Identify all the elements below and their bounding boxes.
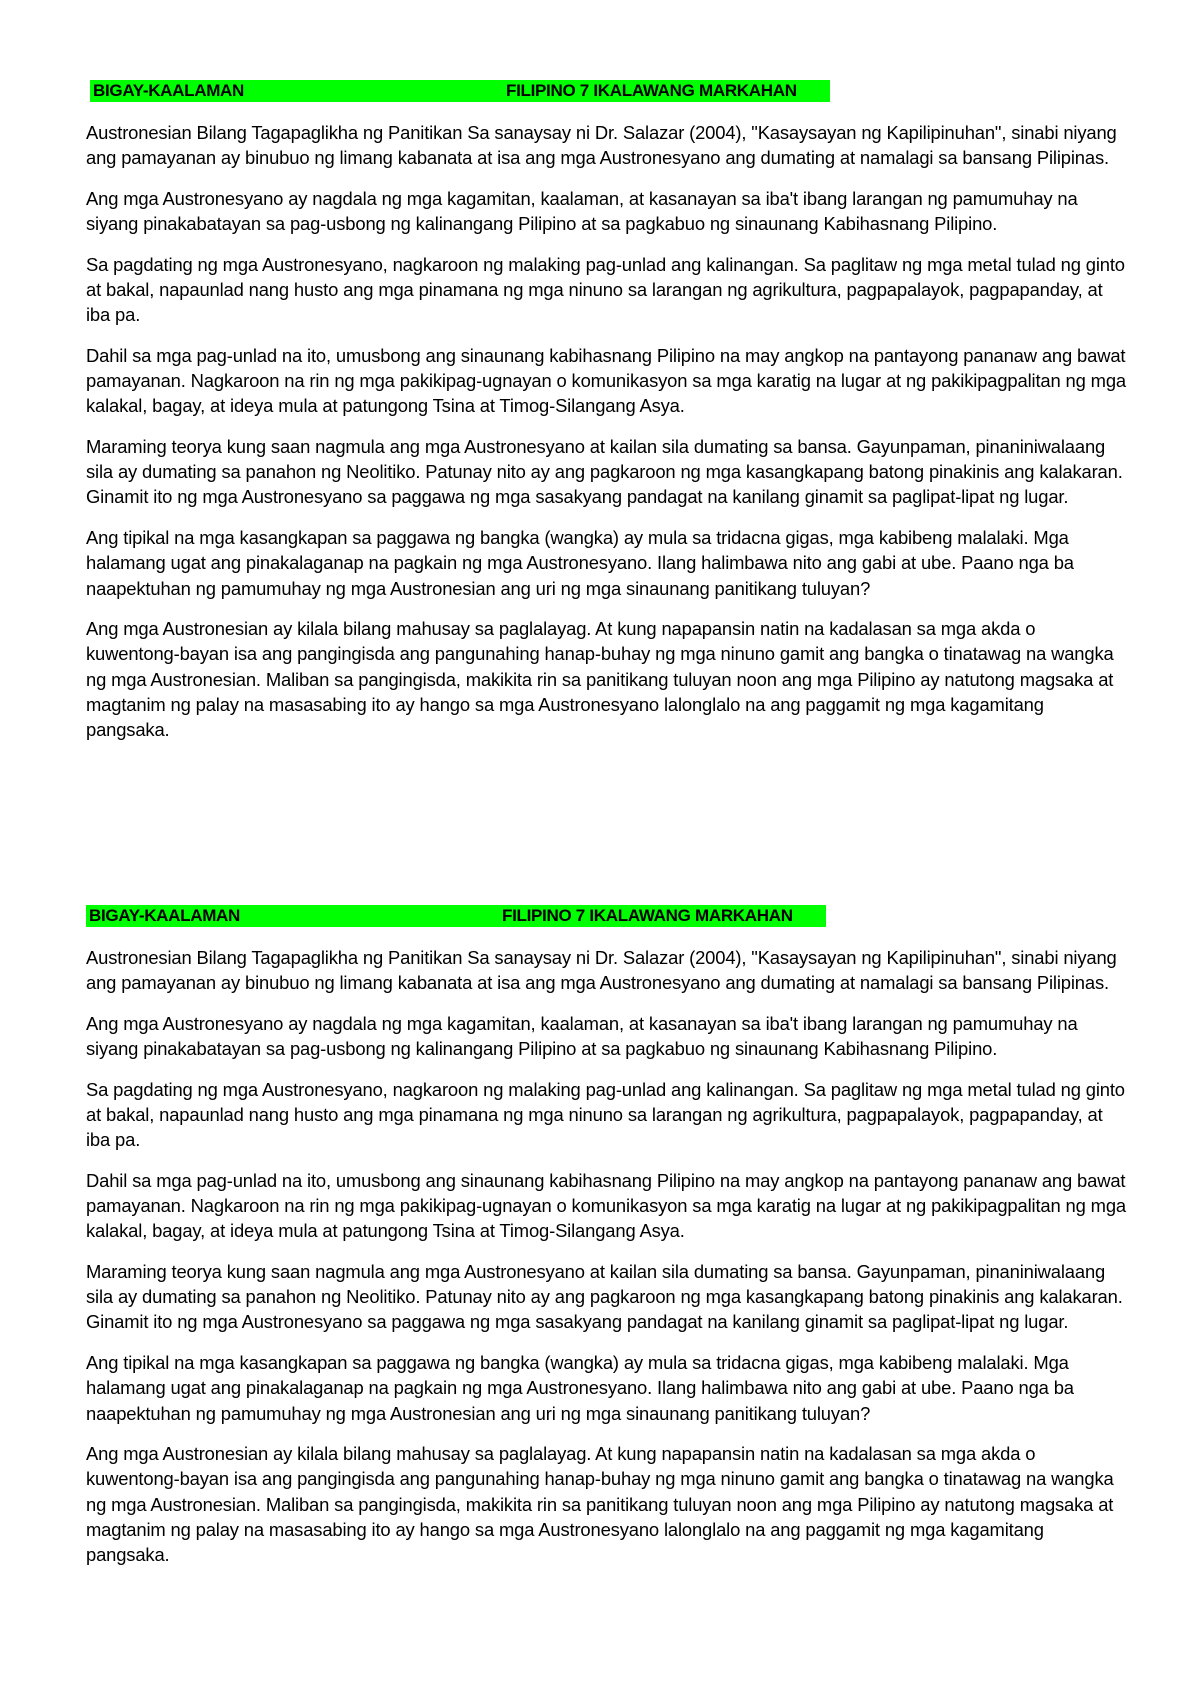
header-left-label: BIGAY-KAALAMAN <box>93 81 245 100</box>
header-banner <box>90 80 830 102</box>
paragraph: Dahil sa mga pag-unlad na ito, umusbong ang sinaunang kabihasnang Pilipino na may angkop na pantayong pananaw ang bawat pamayanan. Nagkaroon na rin ng mga pakikipag-ugnayan o komunikasyon sa mga karatig na lugar at ng pakikipagpalitan ng mga kalakal, bagay, at ideya mula at patungong Tsina at Timog-Silangang Asya. <box>86 1169 1126 1242</box>
header-left-label: BIGAY-KAALAMAN <box>89 906 241 925</box>
paragraph: Austronesian Bilang Tagapaglikha ng Panitikan Sa sanaysay ni Dr. Salazar (2004), "Kasaysayan ng Kapilipinuhan", sinabi niyang ang pamayanan ay binubuo ng limang kabanata at isa ang mga Austronesyano ang dumating at namalagi sa bansang Pilipinas. <box>86 122 1117 169</box>
paragraph: Sa pagdating ng mga Austronesyano, nagkaroon ng malaking pag-unlad ang kalinangan. Sa paglitaw ng mga metal tulad ng ginto at bakal, napaunlad nang husto ang mga pinamana ng mga ninuno sa larangan ng agrikultura, pagpapalayok, pagpapanday, at iba pa. <box>86 253 1125 326</box>
paragraph: Sa pagdating ng mga Austronesyano, nagkaroon ng malaking pag-unlad ang kalinangan. Sa paglitaw ng mga metal tulad ng ginto at bakal, napaunlad nang husto ang mga pinamana ng mga ninuno sa larangan ng agrikultura, pagpapalayok, pagpapanday, at iba pa. <box>86 1078 1125 1151</box>
paragraph: Ang tipikal na mga kasangkapan sa paggawa ng bangka (wangka) ay mula sa tridacna gigas, mga kabibeng malalaki. Mga halamang ugat ang pinakalaganap na pagkain ng mga Austronesyano. Ilang halimbawa nito ang gabi at ube. Paano nga ba naapektuhan ng pamumuhay ng mga Austronesian ang uri ng mga sinaunang panitikang tuluyan? <box>86 527 1074 599</box>
paragraph: Austronesian Bilang Tagapaglikha ng Panitikan Sa sanaysay ni Dr. Salazar (2004), "Kasaysayan ng Kapilipinuhan", sinabi niyang ang pamayanan ay binubuo ng limang kabanata at isa ang mga Austronesyano ang dumating at namalagi sa bansang Pilipinas. <box>86 947 1117 994</box>
paragraph: Ang tipikal na mga kasangkapan sa paggawa ng bangka (wangka) ay mula sa tridacna gigas, mga kabibeng malalaki. Mga halamang ugat ang pinakalaganap na pagkain ng mga Austronesyano. Ilang halimbawa nito ang gabi at ube. Paano nga ba naapektuhan ng pamumuhay ng mga Austronesian ang uri ng mga sinaunang panitikang tuluyan? <box>86 1352 1074 1424</box>
handout-section-1 <box>86 80 1128 742</box>
paragraph: Ang mga Austronesian ay kilala bilang mahusay sa paglalayag. At kung napapansin natin na kadalasan sa mga akda o kuwentong-bayan isa ang pangingisda ang pangunahing hanap-buhay ng mga ninuno gamit ang bangka o tinatawag na wangka ng mga Austronesian. Maliban sa pangingisda, makikita rin sa panitikang tuluyan noon ang mga Pilipino ay natutong magsaka at magtanim ng palay na masasabing ito ay hango sa mga Austronesyano lalonglalo na ang paggamit ng mga kagamitang pangsaka. <box>86 618 1114 741</box>
paragraph: Maraming teorya kung saan nagmula ang mga Austronesyano at kailan sila dumating sa bansa. Gayunpaman, pinaniniwalaang sila ay dumating sa panahon ng Neolitiko. Patunay nito ay ang pagkaroon ng mga kasangkapang batong pinakinis ang kalakaran. Ginamit ito ng mga Austronesyano sa paggawa ng mga sasakyang pandagat na kanilang ginamit sa paglipat-lipat ng lugar. <box>86 436 1123 508</box>
paragraph: Maraming teorya kung saan nagmula ang mga Austronesyano at kailan sila dumating sa bansa. Gayunpaman, pinaniniwalaang sila ay dumating sa panahon ng Neolitiko. Patunay nito ay ang pagkaroon ng mga kasangkapang batong pinakinis ang kalakaran. Ginamit ito ng mga Austronesyano sa paggawa ng mga sasakyang pandagat na kanilang ginamit sa paglipat-lipat ng lugar. <box>86 1261 1123 1333</box>
handout-section-2 <box>86 905 1128 1567</box>
header-right-label: FILIPINO 7 IKALAWANG MARKAHAN <box>502 906 793 925</box>
paragraph: Dahil sa mga pag-unlad na ito, umusbong ang sinaunang kabihasnang Pilipino na may angkop na pantayong pananaw ang bawat pamayanan. Nagkaroon na rin ng mga pakikipag-ugnayan o komunikasyon sa mga karatig na lugar at ng pakikipagpalitan ng mga kalakal, bagay, at ideya mula at patungong Tsina at Timog-Silangang Asya. <box>86 344 1126 417</box>
header-banner <box>86 905 826 927</box>
paragraph: Ang mga Austronesyano ay nagdala ng mga kagamitan, kaalaman, at kasanayan sa iba't ibang larangan ng pamumuhay na siyang pinakabatayan sa pag-usbong ng kalinangang Pilipino at sa pagkabuo ng sinaunang Kabihasnang Pilipino. <box>86 187 1078 235</box>
paragraph: Ang mga Austronesyano ay nagdala ng mga kagamitan, kaalaman, at kasanayan sa iba't ibang larangan ng pamumuhay na siyang pinakabatayan sa pag-usbong ng kalinangang Pilipino at sa pagkabuo ng sinaunang Kabihasnang Pilipino. <box>86 1012 1078 1060</box>
header-right-label: FILIPINO 7 IKALAWANG MARKAHAN <box>506 81 797 100</box>
paragraph: Ang mga Austronesian ay kilala bilang mahusay sa paglalayag. At kung napapansin natin na kadalasan sa mga akda o kuwentong-bayan isa ang pangingisda ang pangunahing hanap-buhay ng mga ninuno gamit ang bangka o tinatawag na wangka ng mga Austronesian. Maliban sa pangingisda, makikita rin sa panitikang tuluyan noon ang mga Pilipino ay natutong magsaka at magtanim ng palay na masasabing ito ay hango sa mga Austronesyano lalonglalo na ang paggamit ng mga kagamitang pangsaka. <box>86 1443 1114 1566</box>
